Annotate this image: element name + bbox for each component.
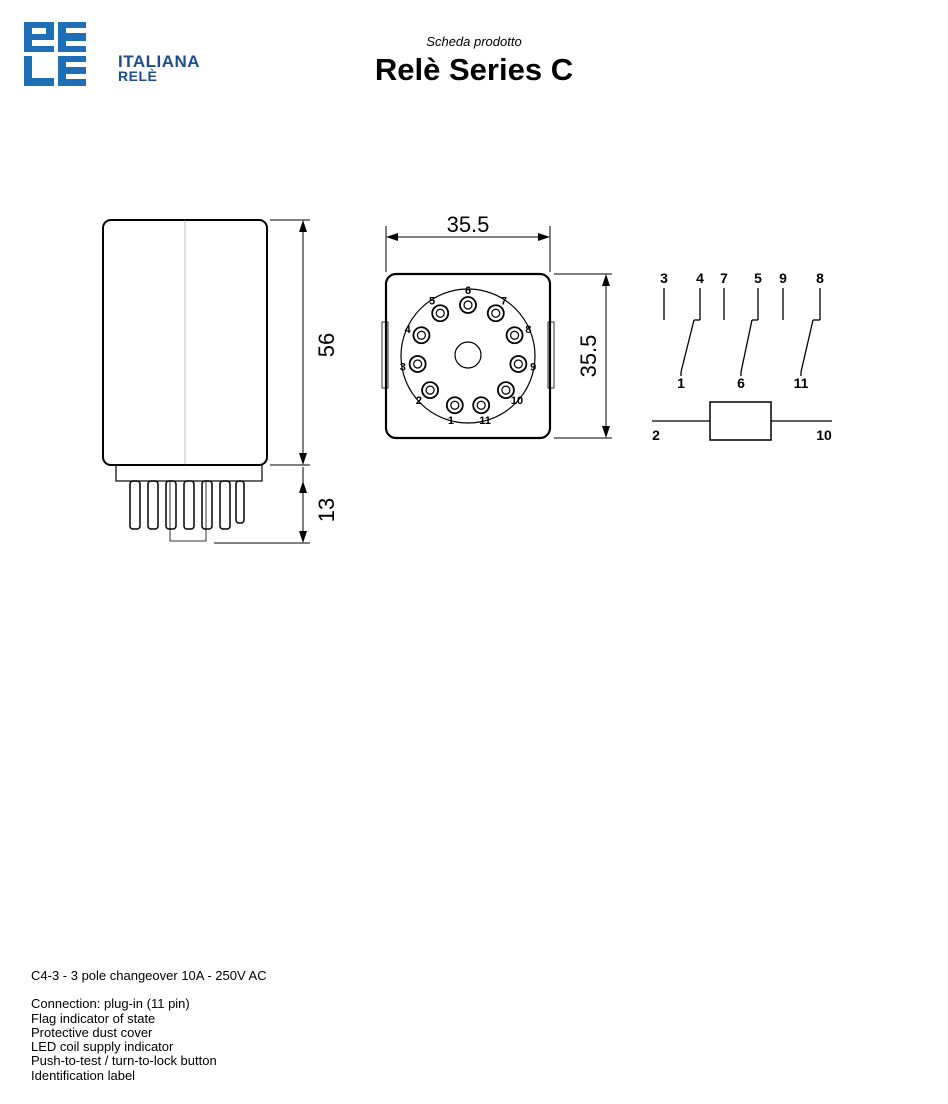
socket-pin-hole	[511, 331, 519, 339]
socket-pin-hole	[451, 401, 459, 409]
dimension-width-label: 35.5	[446, 212, 490, 237]
socket-pin-label: 5	[428, 295, 436, 308]
feature-item: Push-to-test / turn-to-lock button	[31, 1053, 217, 1069]
socket-pin-hole	[426, 386, 434, 394]
socket-pin-hole	[464, 301, 472, 309]
terminal-label: 6	[737, 375, 745, 391]
socket-pin-hole	[417, 331, 425, 339]
contact-schematic	[652, 288, 832, 440]
logo-line2: RELÈ	[118, 68, 158, 84]
technical-drawing	[0, 150, 948, 600]
dimension-depth-label: 35.5	[576, 334, 601, 378]
socket-pins	[400, 285, 536, 427]
socket-pin	[510, 356, 526, 372]
terminal-label: 11	[793, 375, 809, 391]
coil-terminal-label: 2	[652, 427, 660, 443]
socket-pin	[473, 397, 489, 413]
socket-pin-label: 10	[510, 395, 524, 408]
socket-pin-label: 8	[525, 324, 532, 337]
socket-pin-label: 3	[399, 361, 406, 374]
terminal-label: 9	[779, 270, 787, 286]
socket-pin-label: 6	[464, 285, 472, 297]
feature-item: Flag indicator of state	[31, 1010, 156, 1026]
socket-pin-label: 9	[530, 361, 537, 374]
coil-terminal-label: 10	[816, 427, 832, 443]
feature-item: Protective dust cover	[31, 1024, 153, 1040]
socket-pin	[413, 327, 429, 343]
terminal-label: 1	[677, 375, 685, 391]
terminal-label: 5	[754, 270, 762, 286]
socket-pin-label: 4	[404, 324, 411, 337]
socket-pin	[422, 382, 438, 398]
model-line: C4-3 - 3 pole changeover 10A - 250V AC	[31, 968, 267, 983]
page-subtitle: Scheda prodotto	[426, 34, 522, 49]
socket-pin-hole	[414, 360, 422, 368]
terminal-label: 4	[696, 270, 704, 286]
terminal-label: 7	[720, 270, 728, 286]
feature-item: LED coil supply indicator	[31, 1039, 174, 1055]
socket-pin-label: 7	[500, 295, 508, 308]
socket-pin	[460, 297, 476, 313]
terminal-label: 8	[816, 270, 824, 286]
socket-pin-label: 1	[447, 414, 454, 427]
socket-pin-hole	[492, 309, 500, 317]
page-title: Relè Series C	[374, 52, 574, 87]
socket-pin-label: 11	[479, 414, 491, 427]
socket-pin-hole	[502, 386, 510, 394]
logo-line1: ITALIANA	[118, 52, 201, 71]
terminal-label: 3	[660, 270, 668, 286]
socket-pin	[447, 397, 463, 413]
socket-pin-hole	[436, 309, 444, 317]
socket-pin-hole	[514, 360, 522, 368]
socket-pin-label: 2	[415, 395, 423, 408]
product-description	[31, 969, 267, 1083]
socket-pin	[410, 356, 426, 372]
feature-item: Identification label	[31, 1067, 136, 1083]
socket-pin-hole	[477, 401, 485, 409]
dimension-pin-label: 13	[314, 497, 339, 523]
socket-pin	[507, 327, 523, 343]
dimension-height-label: 56	[314, 332, 339, 358]
relay-side-view	[103, 220, 310, 543]
feature-item: Connection: plug-in (11 pin)	[31, 996, 190, 1012]
